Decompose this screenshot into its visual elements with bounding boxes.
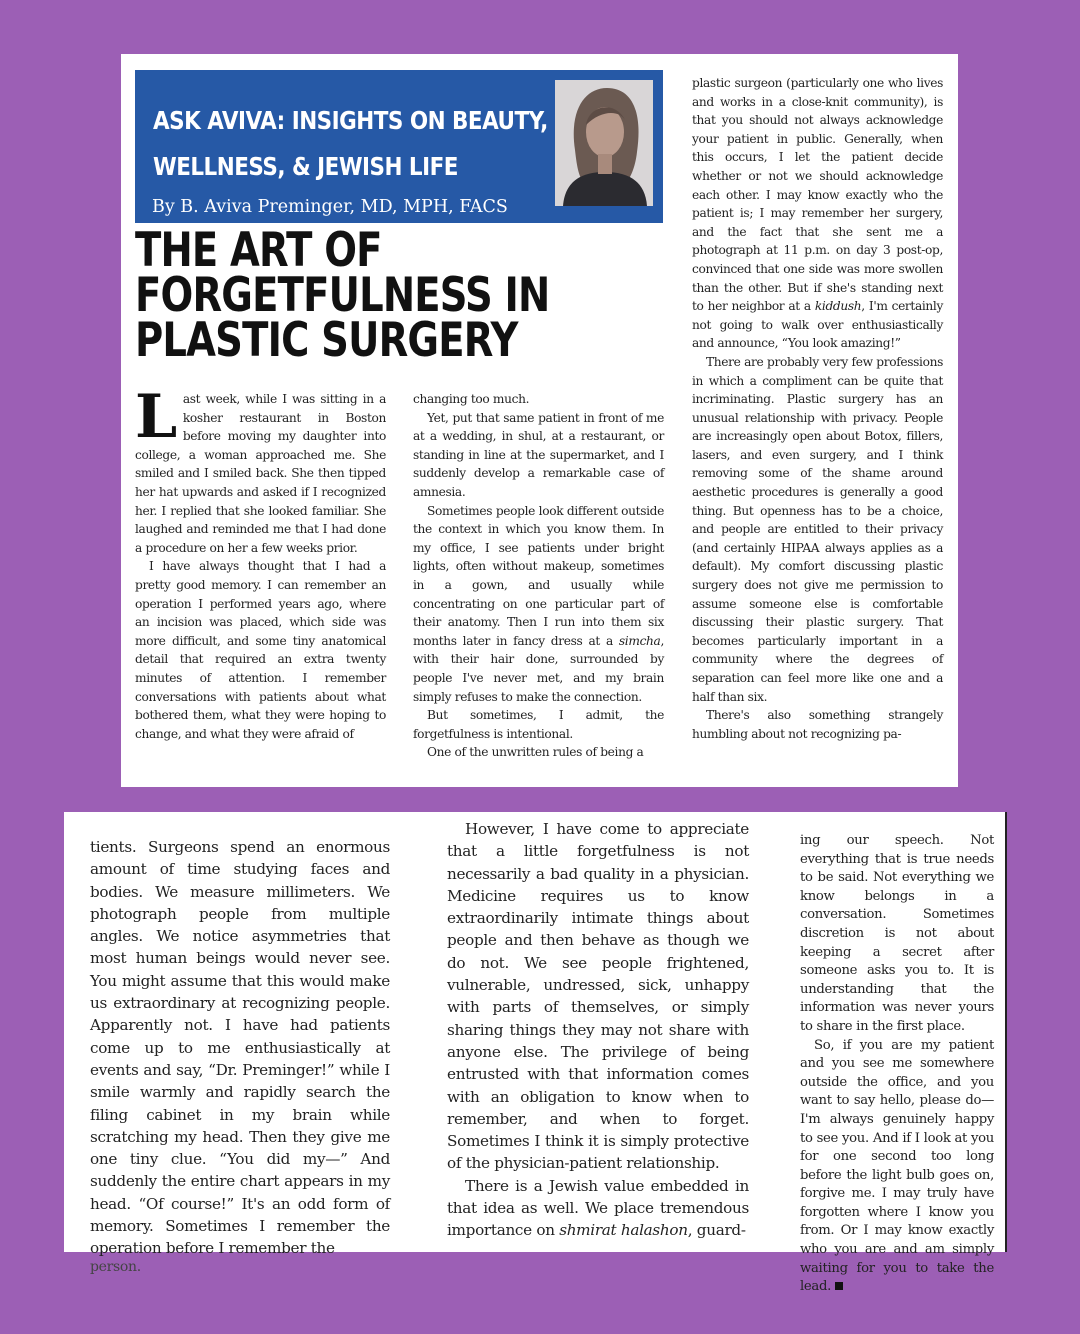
kicker-line-1: ASK AVIVA: INSIGHTS ON BEAUTY, [153, 106, 548, 135]
paragraph: tients. Surgeons spend an enormous amount of time studying faces and bodies. We measure millimeters. We photograph people from multiple angles. We notice asymmetries that most human beings would never see. You might assume that this would make us extraordinary at recognizing people. Apparently not. I have had patients come up to me enthusiastically at events and say, “Dr. Preminger!” while I smile warmly and rapidly search the filing cabinet in my brain while scratching my head. Then they give me one tiny clue. “You did my—” And suddenly the entire chart appears in my head. “Of course!” It's an odd form of memory. Sometimes I remember the operation before I remember the [90, 838, 390, 1258]
article-headline [135, 223, 550, 368]
article-clipping-bottom [64, 812, 1007, 1295]
article-column-2 [413, 390, 664, 762]
headline-line-2: FORGETFULNESS IN [135, 268, 550, 323]
column-kicker [153, 98, 548, 190]
paragraph [800, 1037, 994, 1297]
paragraph [447, 1175, 749, 1242]
author-byline: By B. Aviva Preminger, MD, MPH, FACS [152, 197, 508, 217]
paragraph-text: There is a Jewish value embedded in that idea as well. We place tremendous importance on [447, 1176, 749, 1240]
column-header-banner [135, 70, 663, 223]
headline-line-3: PLASTIC SURGERY [135, 313, 518, 368]
paragraph-text: , I'm certainly not going to walk over enthusiastically and announce, “You look amazing!” [692, 299, 944, 351]
paragraph-text: , guard- [687, 1221, 746, 1240]
author-photo [555, 80, 653, 206]
drop-cap: L [135, 382, 177, 452]
paragraph: But sometimes, I admit, the forgetfulness is intentional. [413, 708, 664, 741]
author-portrait-icon [555, 80, 653, 206]
paragraph-text: So, if you are my patient and you see me somewhere outside the office, and you want to say hello, please do—I'm always genuinely happy to see you. And if I look at you for one second too long before the light bulb goes on, forgive me. I may truly have forgotten where I know you from. Or I may know exactly who you are and am simply waiting for you to take the lead. [800, 1037, 994, 1295]
paragraph: One of the unwritten rules of being a [427, 745, 644, 760]
article-column-1 [135, 382, 386, 743]
paragraph-text: Sometimes people look different outside the context in which you know them. In my office, I see patients under bright lights, often without makeup, sometimes in a gown, and usually while concentrating on one particular part of their anatomy. Then I run into them six months later in fancy dress at a [413, 503, 664, 648]
paragraph: I have always thought that I had a pretty good memory. I can remember an operation I performed years ago, where an incision was placed, which side was more difficult, and some tiny anatomical detail that required an extra twenty minutes of attention. I remember conversations with patients about what bothered them, what they were hoping to change, and what they were afraid of [135, 559, 386, 741]
paragraph: There's also something strangely humbling about not recognizing pa- [692, 708, 943, 741]
paragraph-text: plastic surgeon (particularly one who lives and works in a close-knit community), is that you should not always acknowledge your patient in public. Generally, when this occurs, I let the patient decide whether or not we should acknowledge each other. I may know exactly who the patient is; I may remember her surgery, and the fact that she sent me a photograph at 11 p.m. on day 3 post-op, convinced that one side was more swollen than the other. But if she's standing next to her neighbor at a [692, 76, 943, 314]
paragraph-text: ast week, while I was sitting in a kosher restaurant in Boston before moving my daughter into college, a woman approached me. She smiled and I smiled back. She then tipped her hat upwards and asked if I recognized her. I replied that she looked familiar. She laughed and reminded me that I had done a procedure on her a few weeks prior. [135, 392, 386, 555]
article-clipping-top [121, 54, 958, 787]
article-column-5 [447, 818, 749, 1242]
paragraph [413, 502, 664, 707]
paragraph [692, 74, 943, 353]
emphasis-term: shmirat halashon [559, 1221, 688, 1240]
paragraph: However, I have come to appreciate that a little forgetfulness is not necessarily a bad quality in a physician. Medicine requires us to know extraordinarily intimate things about people and then behave as though we do not. We see people frightened, vulnerable, undressed, sick, unhappy with parts of themselves, or simply sharing things they may not share with anyone else. The privilege of being entrusted with that information comes with an obligation to know when to remember, and when to forget. Sometimes I think it is simply protective of the physician-patient relationship. [447, 820, 749, 1173]
paragraph: changing too much. [413, 392, 530, 406]
cut-off-word: person. [90, 1258, 141, 1275]
paragraph [135, 382, 386, 557]
emphasis-term: simcha [618, 633, 661, 648]
paragraph-text: , with their hair done, surrounded by people I've never met, and my brain simply refuses to make the connection. [413, 633, 664, 704]
paragraph: Yet, put that same patient in front of me at a wedding, in shul, at a restaurant, or standing in line at the supermarket, and I suddenly develop a remarkable case of amnesia. [413, 410, 664, 499]
article-column-4 [90, 836, 390, 1275]
paragraph: ing our speech. Not everything that is true needs to be said. Not everything we know belongs in a conversation. Sometimes discretion is not about keeping a secret after someone asks you to. It is understanding that the information was never yours to share in the first place. [800, 833, 994, 1034]
headline-line-1: THE ART OF [135, 223, 382, 278]
end-of-article-mark-icon [835, 1282, 843, 1290]
article-column-3 [692, 74, 943, 743]
article-column-6 [800, 832, 994, 1297]
emphasis-term: kiddush [814, 299, 862, 314]
kicker-line-2: WELLNESS, & JEWISH LIFE [153, 152, 458, 181]
paragraph: There are probably very few professions in which a compliment can be quite that incriminating. Plastic surgery has an unusual relationship with privacy. People are increasingly open about Botox, fillers, lasers, and even surgery, and I think removing some of the shame around aesthetic procedures is generally a good thing. But openness has to be a choice, and people are entitled to their privacy (and certainly HIPAA always applies as a default). My comfort discussing plastic surgery does not give me permission to assume someone else is comfortable discussing their plastic surgery. That becomes particularly important in a community where the degrees of separation can feel more like one and a half than six. [692, 354, 943, 704]
